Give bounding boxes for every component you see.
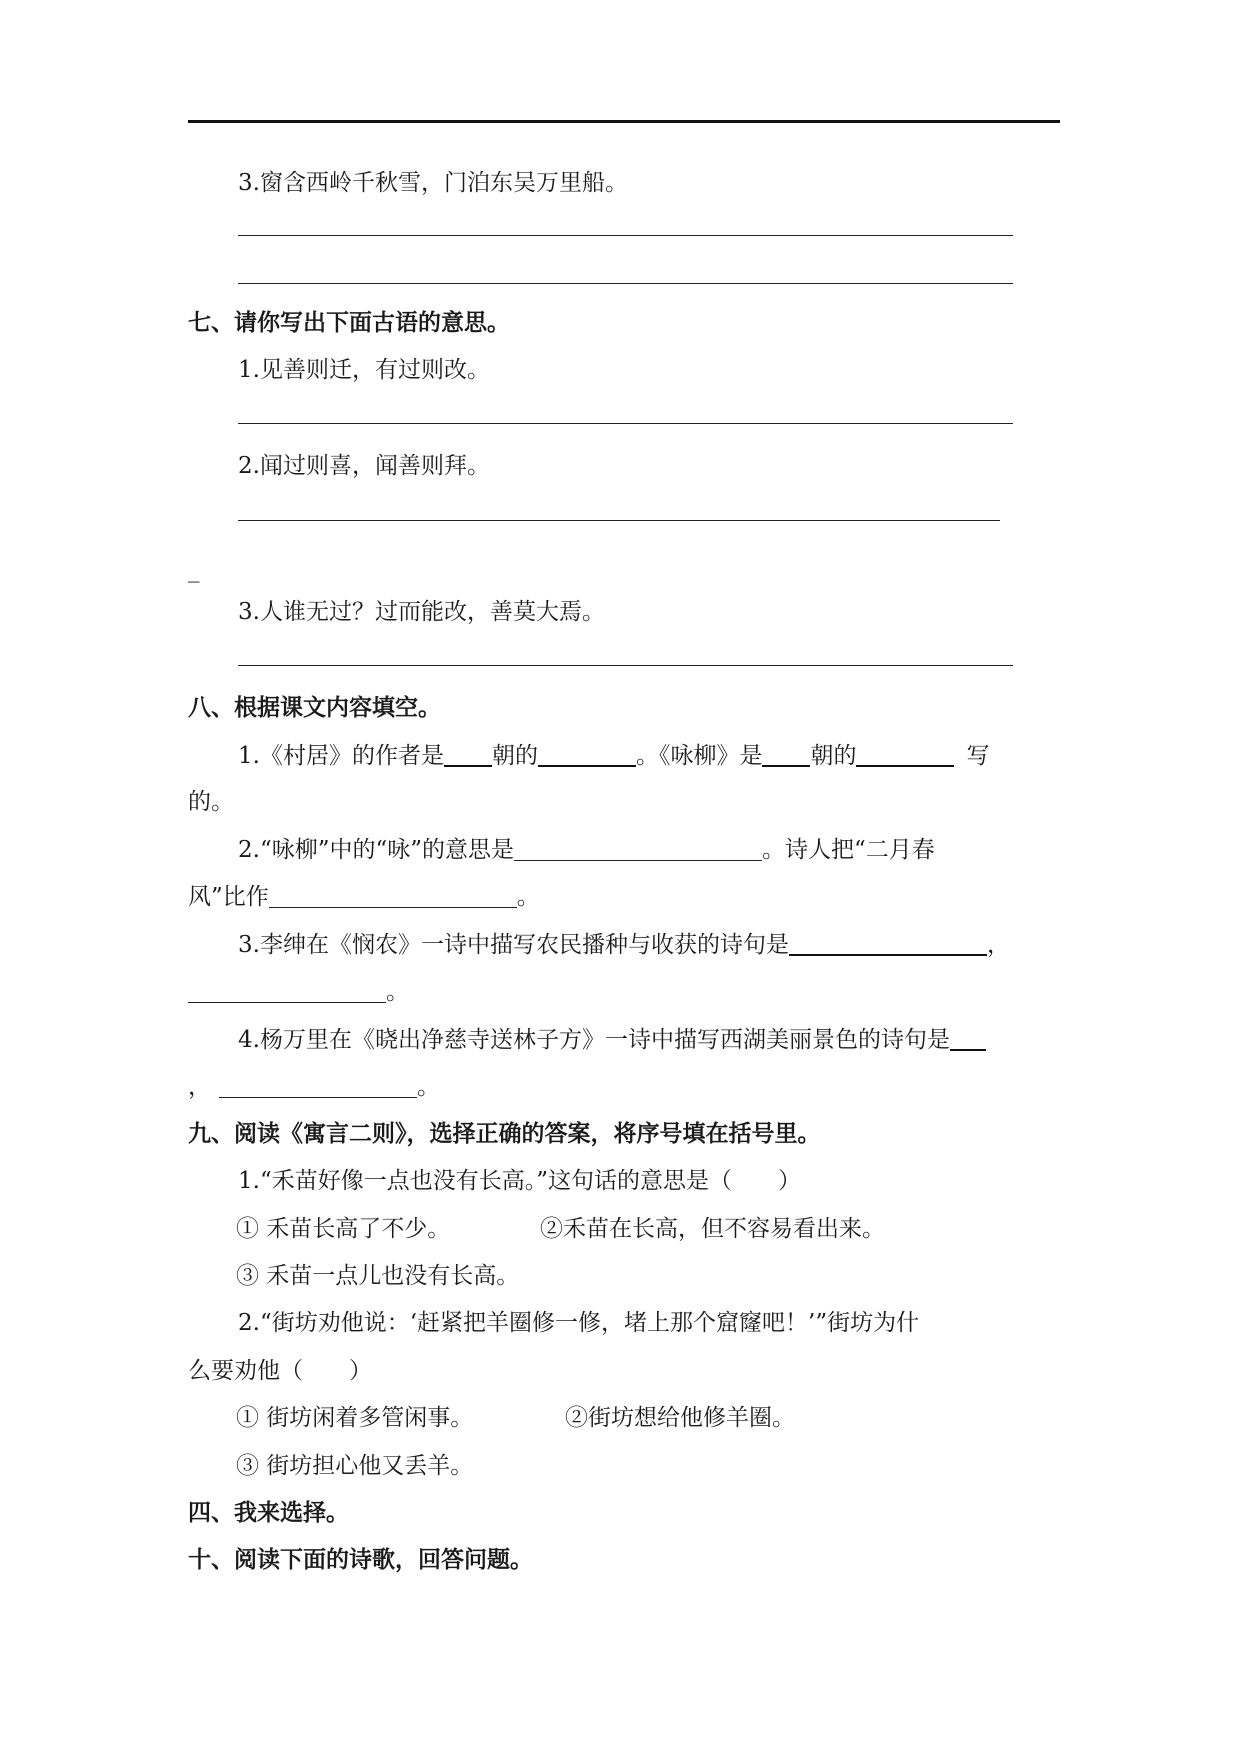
answer-line[interactable] [238, 283, 1013, 284]
sec8-q4-text-c: 。 [417, 1074, 440, 1100]
sec8-q1-text-e: 写 [966, 743, 990, 769]
sec8-q3-text-c: 。 [386, 979, 409, 1005]
sec8-q1-line1 [238, 741, 989, 771]
sec9-q1-option-1[interactable]: ① 禾苗长高了不少。 [236, 1216, 451, 1242]
sec9-heading: 九、阅读《寓言二则》，选择正确的答案，将序号填在括号里。 [188, 1121, 821, 1147]
sec7-q2: 2.闻过则喜，闻善则拜。 [238, 453, 490, 479]
sec8-q3-line2 [188, 977, 409, 1007]
blank-poem-line-1[interactable] [789, 932, 987, 956]
sec7-heading: 七、请你写出下面古语的意思。 [188, 310, 510, 336]
answer-line[interactable] [238, 423, 1013, 424]
sec8-heading: 八、根据课文内容填空。 [188, 695, 441, 721]
blank-westlake-1[interactable] [950, 1027, 986, 1051]
sec8-q3-line1 [238, 930, 1010, 960]
header-rule [188, 120, 1060, 123]
sec8-q2-text-c: 风”比作 [188, 884, 269, 910]
sec8-q2-line2 [188, 882, 540, 912]
answer-line[interactable] [238, 520, 1000, 521]
sec7-q1: 1.见善则迁，有过则改。 [238, 357, 490, 383]
blank-metaphor[interactable] [269, 885, 517, 908]
sec8-q1-line2: 的。 [188, 789, 234, 815]
blank-author-1[interactable] [538, 743, 636, 767]
answer-line[interactable] [238, 235, 1013, 236]
blank-author-2[interactable] [856, 743, 954, 767]
sec8-q4-text-b: ， [188, 1074, 211, 1100]
blank-dynasty-2[interactable] [762, 743, 810, 767]
sec10-heading: 十、阅读下面的诗歌，回答问题。 [188, 1547, 533, 1573]
sec9-q2-option-1[interactable]: ① 街坊闲着多管闲事。 [236, 1405, 474, 1431]
sec8-q3-text-a: 3.李绅在《悯农》一诗中描写农民播种与收获的诗句是 [238, 932, 789, 958]
sec9-q2-line1: 2.“街坊劝他说：‘赶紧把羊圈修一修，堵上那个窟窿吧！’”街坊为什 [238, 1310, 920, 1336]
sec9-q1-option-2[interactable]: ②禾苗在长高，但不容易看出来。 [540, 1216, 885, 1242]
blank-meaning[interactable] [514, 838, 762, 861]
sec8-q2-line1 [238, 835, 935, 865]
sec9-q1: 1.“禾苗好像一点也没有长高。”这句话的意思是（ ） [238, 1168, 801, 1194]
sec8-q4-line2 [188, 1072, 440, 1102]
answer-line[interactable] [238, 665, 1013, 666]
sec9-q2-line2: 么要劝他（ ） [188, 1358, 372, 1384]
sec9-q2-option-3[interactable]: ③ 街坊担心他又丢羊。 [236, 1453, 474, 1479]
sec8-q2-text-b: 。诗人把“二月春 [761, 837, 935, 863]
sec8-q1-text-b: 朝的 [491, 743, 538, 769]
sec8-q1-text-d: 朝的 [810, 743, 857, 769]
blank-dynasty-1[interactable] [444, 743, 492, 767]
sec9-q2-option-2[interactable]: ②街坊想给他修羊圈。 [565, 1405, 795, 1431]
sec8-q4-text-a: 4.杨万里在《晓出净慈寺送林子方》一诗中描写西湖美丽景色的诗句是 [238, 1027, 950, 1053]
sec8-q1-text-c: 。《咏柳》是 [635, 743, 763, 769]
sec8-q2-text-a: 2.“咏柳”中的“咏”的意思是 [238, 837, 514, 863]
sec8-q1-text-a: 1.《村居》的作者是 [238, 743, 444, 769]
blank-poem-line-2[interactable] [188, 980, 386, 1003]
sec8-q4-line1 [238, 1025, 986, 1055]
sec6-q3: 3.窗含西岭千秋雪，门泊东吴万里船。 [238, 170, 628, 196]
sec7-stray-underscore: _ [188, 557, 200, 583]
sec7-q3: 3.人谁无过？过而能改，善莫大焉。 [238, 599, 605, 625]
sec8-q3-text-b: ， [986, 932, 1010, 958]
sec4-heading: 四、我来选择。 [188, 1500, 349, 1526]
blank-westlake-2[interactable] [219, 1075, 417, 1098]
sec8-q2-text-d: 。 [516, 884, 540, 910]
sec9-q1-option-3[interactable]: ③ 禾苗一点儿也没有长高。 [236, 1263, 520, 1289]
